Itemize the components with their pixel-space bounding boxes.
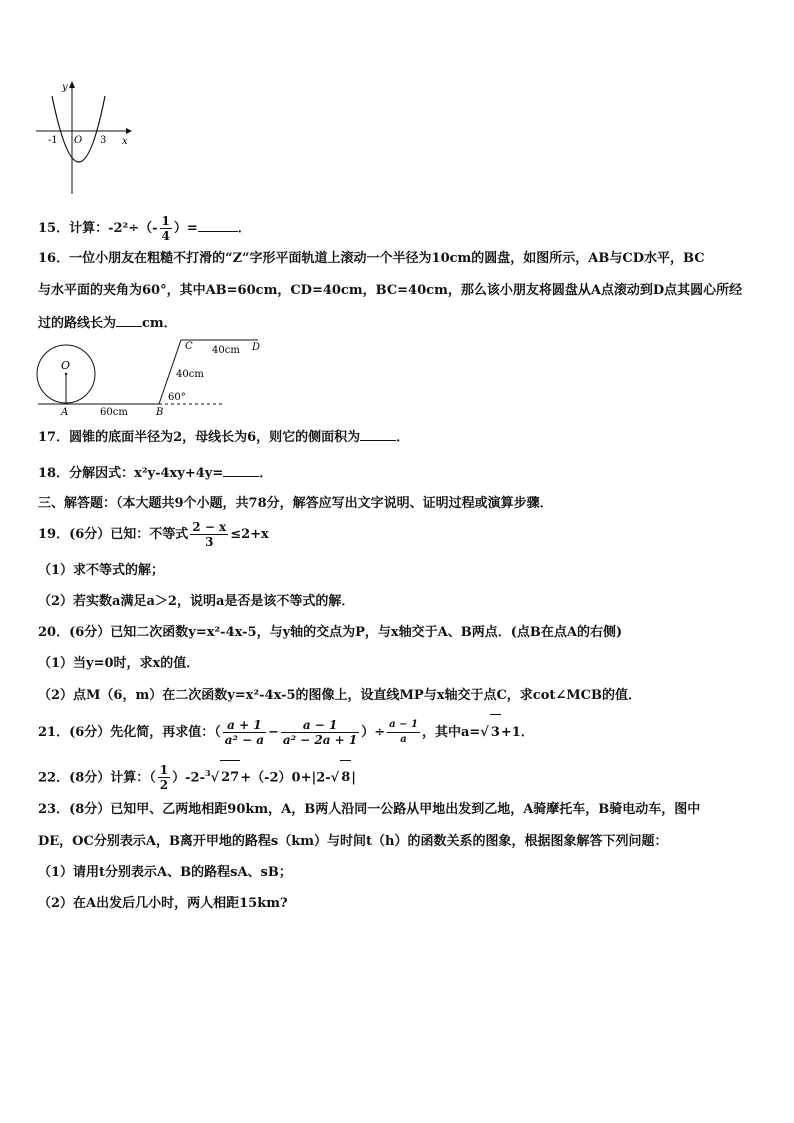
question-16-line2: 与水平面的夹角为60°，其中AB=60cm，CD=40cm，BC=40cm，那么该小朋友将圆盘从A点滚动到D点其圆心所经 (38, 283, 743, 298)
q22-text: 22．(8分）计算：（ (38, 770, 156, 786)
q21-fraction-1 (223, 718, 266, 747)
y-label: y (62, 82, 68, 93)
q21-minus: − (268, 725, 279, 740)
question-18 (38, 464, 272, 482)
question-20-part2: （2）点M（6，m）在二次函数y=x²-4x-5的图像上，设直线MP与x轴交于点C，求cot∠MCB的值． (38, 688, 642, 703)
q21-fraction-3 (387, 718, 420, 747)
question-16-line3 (38, 314, 177, 332)
q16-line3-a: 过的路线长为 (38, 316, 117, 331)
q21-f2-den: a² − 2a + 1 (282, 733, 358, 747)
question-19-part2: （2）若实数a满足a＞2，说明a是否是该不等式的解． (38, 594, 355, 609)
question-16-line1: 16．一位小朋友在粗糙不打滑的“Z”字形平面轨道上滚动一个半径为10cm的圆盘，如图所示，AB与CD水平，BC (38, 251, 705, 266)
q19-fraction (190, 520, 228, 549)
question-15 (38, 214, 251, 243)
q21-text: 21．(6分）先化简，再求值：（ (38, 725, 221, 740)
label-a: A (61, 407, 69, 418)
q15-answer-blank (198, 219, 238, 232)
q21-end: +1． (500, 725, 534, 740)
question-22: 22．(8分）计算：（ $\frac{1}{2}$ ）-2-$^3$√ 27+（-2）0+|2-√ 8| (38, 756, 356, 795)
q21-sqrt: 3 (490, 714, 501, 751)
question-23-part2: （2）在A出发后几小时，两人相距15km? (38, 896, 288, 911)
q19-num: 2 − x (192, 520, 227, 534)
q18-end: ． (259, 466, 273, 481)
q17-answer-blank (360, 428, 396, 441)
q21-f3-den: a (400, 734, 407, 745)
x-label: x (122, 136, 128, 147)
q15-tail: ）= (173, 221, 198, 236)
q22-num: 1 (159, 763, 169, 778)
question-23-part1: （1）请用t分别表示A、B的路程sA、sB； (38, 865, 292, 880)
question-20: 20．(6分）已知二次函数y=x²-4x-5，与y轴的交点为P，与x轴交于A、B两点．(点B在点A的右侧) (38, 625, 623, 640)
q22-end: | (351, 770, 356, 786)
center-dot (65, 373, 67, 375)
y-axis-arrow (69, 81, 75, 88)
tick-pos-label: 3 (100, 135, 107, 146)
question-21: 21．(6分）先化简，再求值：（ $\frac{a + 1}{\text{a² − a}}$ − $\frac{a - 1}{\text{a² − 2a + 1}}$ ）÷ $\frac{a - 1}{a}$ ，其中a=√ 3+1． (38, 714, 534, 751)
section-3-heading: 三、解答题：（本大题共9个小题，共78分，解答应写出文字说明、证明过程或演算步骤． (38, 496, 553, 511)
track-diagram (30, 336, 280, 420)
q21-f2-num: a − 1 (281, 718, 359, 733)
label-c: C (185, 341, 193, 352)
q22-exp: ）-2- (172, 770, 205, 786)
label-ab-length: 60cm (100, 407, 128, 418)
parabola-curve (52, 96, 105, 162)
q17-text: 17．圆锥的底面半径为2，母线长为6，则它的侧面积为 (38, 430, 361, 445)
q22-den: 2 (159, 778, 169, 793)
q22-mid: +（-2）0+|2- (240, 770, 331, 786)
q22-sqrt-27: 27 (220, 760, 240, 795)
q22-fraction (158, 763, 170, 792)
q18-text: 18．分解因式：x²y-4xy+4y= (38, 466, 224, 481)
question-23-line2: DE，OC分别表示A，B离开甲地的路程s（km）与时间t（h）的函数关系的图象，根据图象解答下列问题： (38, 834, 668, 849)
q21-f1-num: a + 1 (223, 718, 266, 733)
x-axis-arrow (126, 128, 132, 134)
q15-prefix: 15．计算： (38, 221, 109, 236)
question-20-part1: （1）当y=0时，求x的值． (38, 656, 200, 671)
label-angle: 60° (168, 392, 186, 403)
tick-neg-label: -1 (48, 135, 58, 146)
label-o: O (61, 359, 71, 372)
q17-end: ． (396, 430, 410, 445)
label-cd-length: 40cm (212, 345, 240, 356)
q21-f1-den: a² − a (224, 733, 265, 747)
q15-expr: -2²÷（- (108, 221, 158, 236)
q22-sqrt-8: 8 (340, 760, 351, 795)
label-b: B (156, 407, 164, 418)
q15-den: 4 (161, 229, 170, 243)
q19-tail: ≤2+x (230, 527, 269, 542)
q22-root-index: 3 (205, 768, 211, 778)
question-19-part1: （1）求不等式的解； (38, 563, 165, 578)
q21-fraction-2 (281, 718, 359, 747)
q19-den: 3 (205, 535, 214, 549)
q16-answer-blank (116, 314, 142, 327)
question-17 (38, 428, 409, 446)
label-bc-length: 40cm (176, 369, 204, 380)
origin-label: O (74, 135, 83, 146)
q21-f3-num: a − 1 (387, 718, 420, 733)
q15-fraction (160, 214, 172, 243)
parabola-graph (30, 78, 140, 198)
q19-text: 19．(6分）已知：不等式 (38, 527, 189, 542)
question-19 (38, 520, 269, 550)
q15-num: 1 (161, 214, 170, 228)
question-23-line1: 23．(8分）已知甲、乙两地相距90km，A，B两人沿同一公路从甲地出发到乙地，A骑摩托车，B骑电动车，图中 (38, 802, 701, 817)
q21-cond: ，其中a= (421, 725, 481, 740)
q18-answer-blank (223, 464, 259, 477)
q15-end: ． (237, 221, 251, 236)
q21-mid: ）÷ (361, 725, 386, 740)
label-d: D (252, 342, 261, 353)
q16-line3-b: cm． (142, 316, 177, 331)
